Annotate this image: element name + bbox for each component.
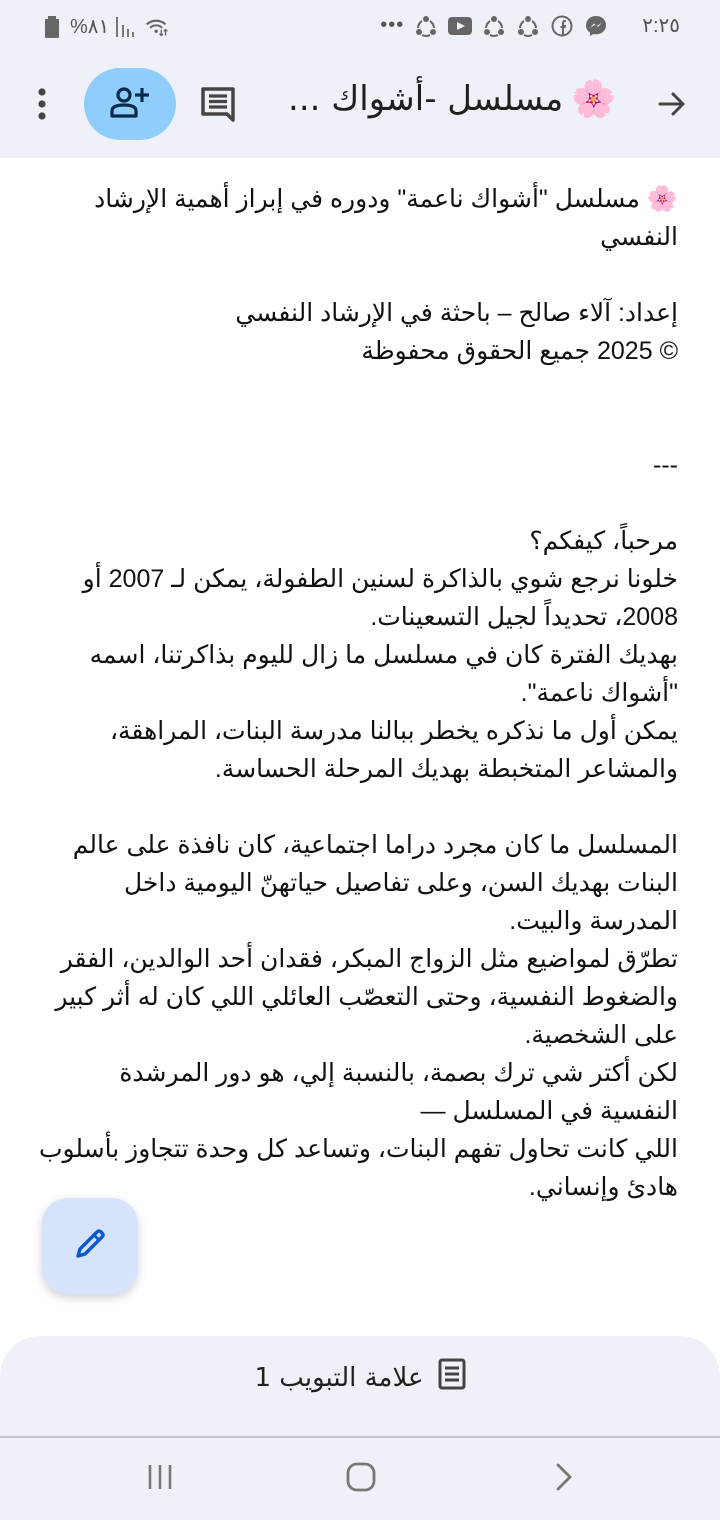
paragraph: يمكن أول ما نذكره يخطر ببالنا مدرسة البنات، المراهقة، والمشاعر المتخبطة بهديك المرحلة الحساسة. [109, 717, 678, 783]
chevron-right-icon [555, 1463, 573, 1496]
comment-icon [200, 86, 236, 127]
paragraph: المسلسل ما كان مجرد دراما اجتماعية، كان نافذة على عالم البنات بهديك السن، وعلى تفاصيل حياتهنّ اليومية داخل المدرسة والبيت. [72, 831, 678, 935]
separator-line: --- [653, 451, 678, 479]
doc-title-line: 🌸 مسلسل "أشواك ناعمة" ودوره في إبراز أهمية الإرشاد النفسي [94, 185, 678, 251]
add-person-icon [110, 85, 150, 124]
home-icon [346, 1462, 376, 1497]
tab-label: علامة التبويب 1 [254, 1362, 424, 1393]
more-vert-icon [37, 88, 47, 125]
arrow-right-icon [656, 88, 688, 125]
paragraph: اللي كانت تحاول تفهم البنات، وتساعد كل وحدة تتجاوز بأسلوب هادئ وإنساني. [38, 1135, 678, 1201]
copyright-line: © 2025 جميع الحقوق محفوظة [361, 337, 678, 365]
back-button[interactable] [652, 86, 692, 126]
shareit-icon [414, 14, 438, 38]
more-notifications-icon: ••• [380, 14, 405, 36]
more-options-button[interactable] [28, 84, 56, 128]
wifi-icon [145, 15, 169, 39]
blank-line [38, 484, 678, 522]
blank-line [38, 788, 678, 826]
home-button[interactable] [331, 1456, 391, 1502]
recent-apps-button[interactable] [130, 1456, 190, 1502]
edit-fab-button[interactable] [42, 1198, 138, 1294]
document-tab-icon [438, 1358, 466, 1397]
shareit-icon [516, 14, 540, 38]
clock: ٢:٢٥ [642, 15, 680, 37]
paragraph: بهديك الفترة كان في مسلسل ما زال لليوم بذاكرتنا، اسمه "أشواك ناعمة". [89, 641, 678, 707]
status-system-icons [40, 14, 169, 39]
facebook-icon [550, 14, 574, 38]
battery-percent: %٨١ [70, 16, 110, 38]
status-bar [0, 0, 720, 56]
recent-apps-icon [146, 1464, 174, 1495]
document-text[interactable] [38, 180, 678, 1206]
paragraph: تطرّق لمواضيع مثل الزواج المبكر، فقدان أحد الوالدين، الفقر والضغوط النفسية، وحتى التعصّب العائلي اللي كان له أثر كبير على الشخصية. [55, 945, 678, 1049]
document-title-text: مسلسل -أشواك ... [288, 79, 564, 119]
blank-line [38, 408, 678, 446]
share-button[interactable] [84, 68, 176, 140]
paragraph: خلونا نرجع شوي بالذاكرة لسنين الطفولة، يمكن لـ 2007 أو 2008، تحديداً لجيل التسعينات. [82, 565, 678, 631]
back-nav-button[interactable] [534, 1456, 594, 1502]
youtube-icon [448, 14, 472, 38]
messenger-icon [584, 14, 608, 38]
document-title[interactable] [288, 78, 616, 120]
tab-selector[interactable] [0, 1358, 720, 1397]
tab-sheet[interactable] [0, 1336, 720, 1438]
comments-button[interactable] [196, 84, 240, 128]
shareit-icon [482, 14, 506, 38]
app-bar [0, 56, 720, 158]
flower-emoji-icon: 🌸 [571, 79, 616, 120]
document-body[interactable] [0, 158, 720, 1338]
paragraph: مرحباً، كيفكم؟ [529, 527, 678, 555]
paragraph: لكن أكتر شي ترك بصمة، بالنسبة إلي، هو دور المرشدة النفسية في المسلسل — [119, 1059, 678, 1125]
battery-icon [40, 15, 64, 39]
author-line: إعداد: آلاء صالح – باحثة في الإرشاد النفسي [235, 299, 678, 327]
blank-line [38, 370, 678, 408]
system-nav-bar [0, 1438, 720, 1520]
pencil-icon [73, 1227, 107, 1266]
signal-icon [115, 15, 139, 39]
blank-line [38, 256, 678, 294]
status-notification-icons [380, 13, 680, 38]
